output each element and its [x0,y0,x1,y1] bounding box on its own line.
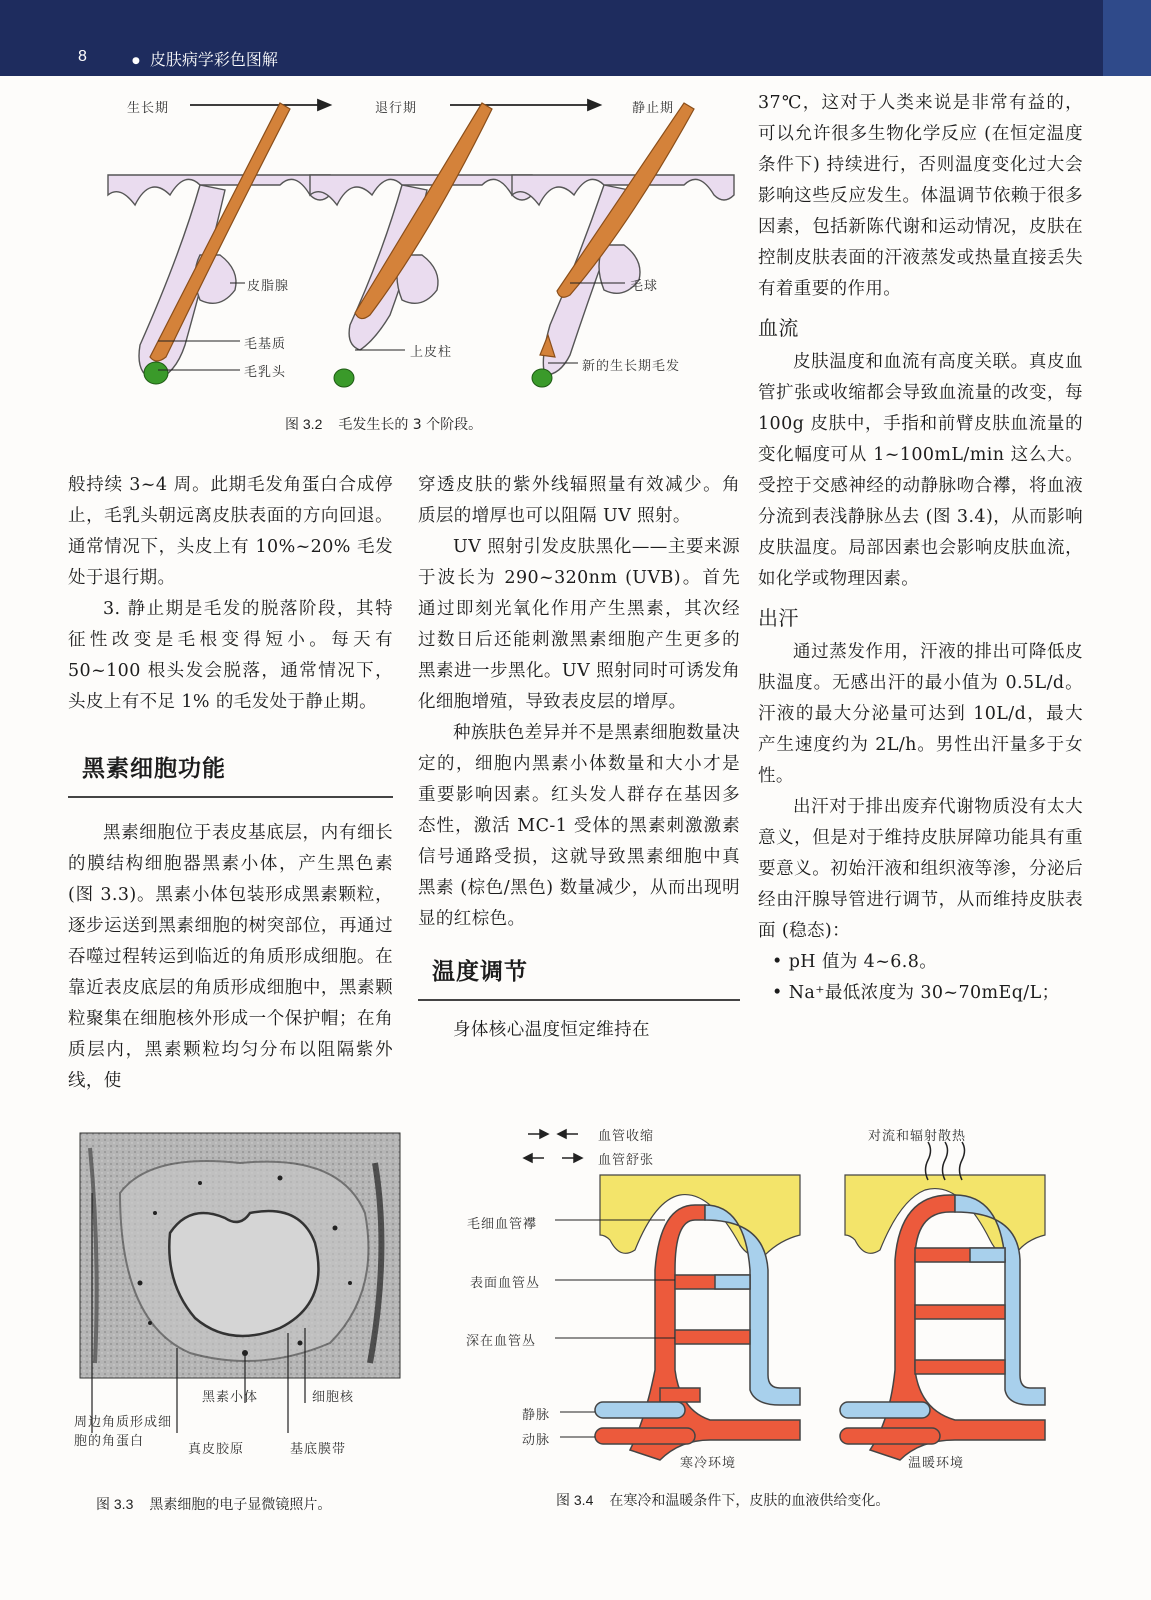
label-matrix: 毛基质 [244,337,287,352]
section-rule-thermoregulation [418,999,740,1001]
papilla-2 [334,369,354,387]
fig32-caption-text: 毛发生长的 3 个阶段。 [338,417,483,433]
col1-paragraph-3: 黑素细胞位于表皮基底层，内有细长的膜结构细胞器黑素小体，产生黑色素 (图 3.3)。黑素小体包装形成黑素颗粒，逐步运送到黑素细胞的树突部位，再通过吞噬过程转运到临近的角质形成细胞。在靠近表皮底层的角质形成细胞中，黑素颗粒聚集在细胞核外形成一个保护帽；在角质层内，黑素颗粒均匀分布以阻隔紫外线，使 [68,822,393,1091]
col2-paragraph-2: UV 照射引发皮肤黑化——主要来源于波长为 290~320nm (UVB)。首先通过即刻光氧化作用产生黑素，其次经过数日后还能刺激黑素细胞产生更多的黑素进一步黑化。UV 照射同时可诱发角化细胞增殖，导致表皮层的增厚。 [418,537,740,712]
fig33-caption-text: 黑素细胞的电子显微镜照片。 [149,1497,332,1513]
label-melanosome: 黑素小体 [202,1390,259,1405]
fig34-caption-num: 图 3.4 [556,1492,594,1508]
bullet-na-text: Na⁺最低浓度为 30~70mEq/L； [788,983,1060,1003]
section-rule-melanocyte [68,796,393,798]
col2-paragraph-3: 种族肤色差异并不是黑素细胞数量决定的，细胞内黑素小体数量和大小才是重要影响因素。红头发人群存在基因多态性，激活 MC-1 受体的黑素刺激激素信号通路受损，这就导致黑素细胞中真黑素 (棕色/黑色) 数量减少，从而出现明显的红棕色。 [418,723,740,929]
bullet-ph-text: pH 值为 4~6.8。 [788,952,938,972]
column-2 [418,470,740,1046]
book-title: ● 皮肤病学彩色图解 [132,47,278,70]
page-header [0,0,1151,76]
label-cold-environment: 寒冷环境 [680,1456,737,1471]
fig32-caption-num: 图 3.2 [285,416,323,432]
fig34-caption [556,1490,889,1510]
label-superficial-plexus: 表面血管丛 [470,1276,541,1291]
col3-paragraph-1: 37℃，这对于人类来说是非常有益的，可以允许很多生物化学反应 (在恒定温度条件下) 持续进行，否则温度变化过大会影响这些反应发生。体温调节依赖于很多因素，包括新陈代谢和运动情况，皮肤在控制皮肤表面的汗液蒸发或热量直接丢失有着重要的作用。 [758,93,1083,299]
page-number: 8 [78,48,87,65]
label-warm-environment: 温暖环境 [908,1456,965,1471]
papilla-3 [532,369,552,387]
legend-dilate: 血管舒张 [598,1153,655,1168]
col3-paragraph-3: 通过蒸发作用，汗液的排出可降低皮肤温度。无感出汗的最小值为 0.5L/d。汗液的最大分泌量可达到 10L/d，最大产生速度约为 2L/h。男性出汗量多于女性。 [758,642,1083,786]
col3-paragraph-4: 出汗对于排出废弃代谢物质没有太大意义，但是对于维持皮肤屏障功能具有重要意义。初始汗液和组织液等渗，分泌后经由汗腺导管进行调节，从而维持皮肤表面 (稳态)： [758,797,1083,941]
fig33-caption-num: 图 3.3 [96,1496,134,1512]
label-nucleus: 细胞核 [312,1390,355,1405]
stage-regression-label: 退行期 [375,101,418,116]
col1-paragraph-1: 般持续 3~4 周。此期毛发角蛋白合成停止，毛乳头朝远离皮肤表面的方向回退。通常情况下，头皮上有 10%~20% 毛发处于退行期。 [68,475,393,588]
label-dermal-collagen: 真皮胶原 [188,1442,245,1457]
heading-blood-flow: 血流 [758,316,799,340]
label-papilla: 毛乳头 [244,365,287,380]
section-title-thermoregulation: 温度调节 [432,959,528,985]
column-3 [758,88,1083,1009]
legend-constrict: 血管收缩 [598,1129,655,1144]
stage-rest-label: 静止期 [632,101,675,116]
label-vein: 静脉 [522,1408,551,1423]
bullet-ph: • pH 值为 4~6.8。 [772,952,938,972]
hair-shaft-1 [150,103,290,361]
bullet-na: • Na⁺最低浓度为 30~70mEq/L； [772,983,1060,1003]
fig34-caption-text: 在寒冷和温暖条件下，皮肤的血液供给变化。 [609,1493,890,1509]
header-stripe [1103,0,1151,76]
col3-paragraph-2: 皮肤温度和血流有高度关联。真皮血管扩张或收缩都会导致血流量的改变，每 100g 皮肤中，手指和前臂皮肤血流量的变化幅度可从 1~100mL/min 这么大。受控于交感神经的动静脉吻合襻，将血液分流到表浅静脉丛去 (图 3.4)，从而影响皮肤温度。局部因素也会影响皮肤血流，如化学或物理因素。 [758,352,1083,589]
label-capillary-loop: 毛细血管襻 [467,1217,538,1232]
heading-sweating: 出汗 [758,606,799,630]
stage-growth-label: 生长期 [127,101,170,116]
label-deep-plexus: 深在血管丛 [466,1334,537,1349]
label-basement-membrane: 基底膜带 [290,1442,347,1457]
section-title-melanocyte: 黑素细胞功能 [82,756,226,782]
label-sebaceous: 皮脂腺 [247,279,290,294]
label-perinuclear-keratin: 周边角质形成细胞的角蛋白 [74,1415,173,1449]
column-1 [68,470,393,1097]
label-epithelial-column: 上皮柱 [410,345,453,360]
col2-paragraph-4: 身体核心温度恒定维持在 [453,1019,650,1040]
label-new-hair: 新的生长期毛发 [582,359,681,374]
label-bulb: 毛球 [630,279,659,294]
fig33-caption [96,1494,331,1514]
col1-paragraph-2: 3. 静止期是毛发的脱落阶段，其特征性改变是毛根变得短小。每天有 50~100 根头发会脱落，通常情况下，头皮上有不足 1% 的毛发处于静止期。 [68,599,393,712]
fig32-caption [285,414,482,434]
papilla-1 [144,362,168,384]
label-artery: 动脉 [522,1433,551,1448]
label-convection: 对流和辐射散热 [868,1129,967,1144]
col2-paragraph-1: 穿透皮肤的紫外线辐照量有效减少。角质层的增厚也可以阻隔 UV 照射。 [418,475,740,526]
